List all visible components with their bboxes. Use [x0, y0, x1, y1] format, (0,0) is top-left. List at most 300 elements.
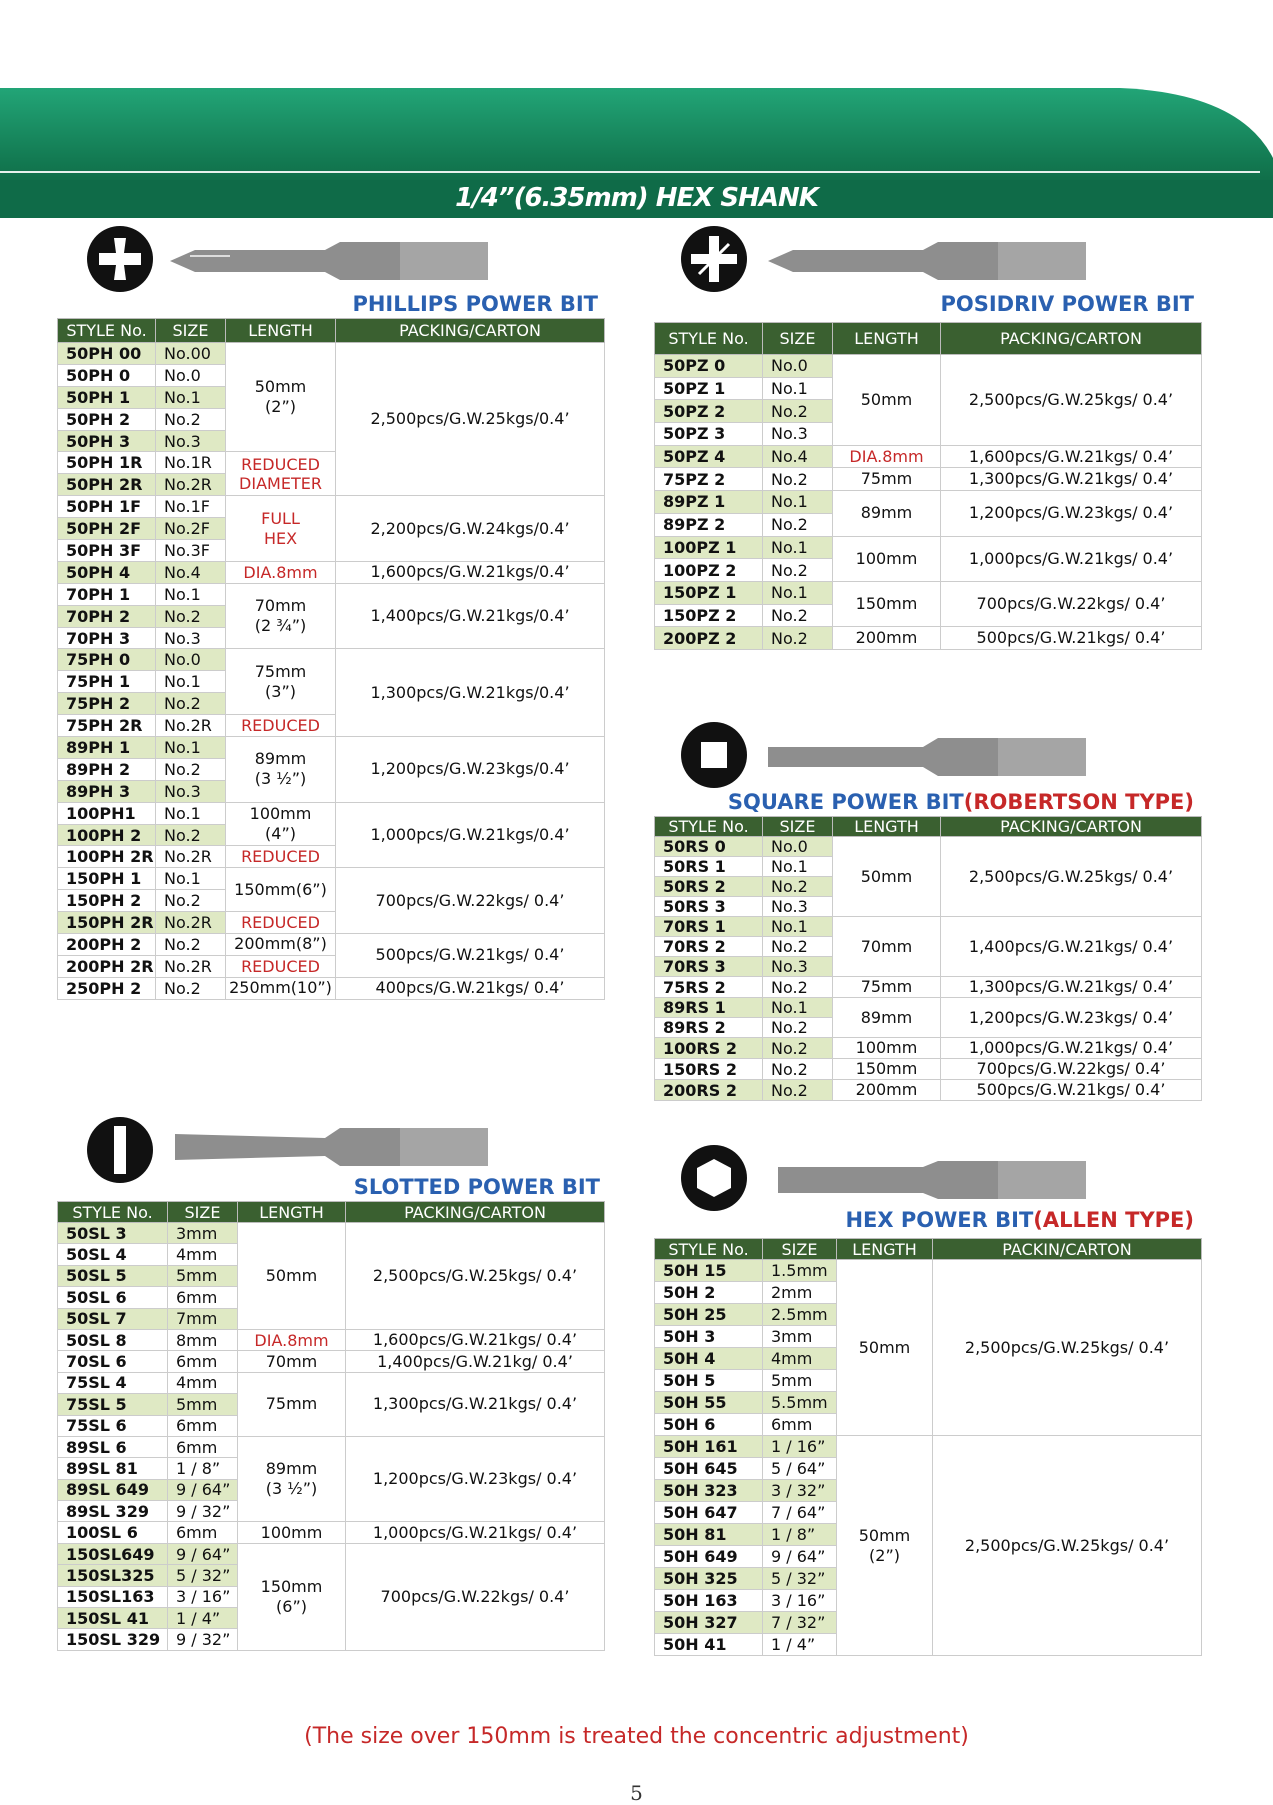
style-no: 50H 163 [655, 1590, 763, 1612]
slotted-title: SLOTTED POWER BIT [353, 1175, 600, 1199]
length: 150mm(6”) [226, 868, 336, 912]
column-header: LENGTH [837, 1239, 933, 1260]
style-no: 150SL325 [58, 1565, 168, 1586]
style-no: 50H 4 [655, 1348, 763, 1370]
hex-bit-image [768, 1155, 1088, 1205]
length: 50mm [833, 837, 941, 917]
style-no: 150PZ 1 [655, 581, 763, 604]
size: No.2R [156, 474, 226, 496]
size: No.3 [156, 780, 226, 802]
column-header: LENGTH [833, 817, 941, 837]
size: 4mm [763, 1348, 837, 1370]
length: 75mm [238, 1372, 346, 1436]
size: No.0 [156, 364, 226, 386]
footer-note: (The size over 150mm is treated the concentric adjustment) [304, 1724, 969, 1749]
size: 1 / 8” [168, 1458, 238, 1479]
size: No.2 [156, 758, 226, 780]
size: No.3F [156, 540, 226, 562]
table-header-row [58, 319, 605, 343]
packing: 2,200pcs/G.W.24kgs/0.4’ [336, 496, 605, 562]
length: 89mm [833, 998, 941, 1038]
packing: 2,500pcs/G.W.25kgs/ 0.4’ [941, 355, 1202, 446]
slotted-icon [87, 1117, 153, 1183]
column-header: PACKIN/CARTON [933, 1239, 1202, 1260]
style-no: 70SL 6 [58, 1351, 168, 1372]
style-no: 50RS 1 [655, 857, 763, 877]
page-title: 1/4”(6.35mm) HEX SHANK [455, 183, 818, 213]
column-header: LENGTH [833, 323, 941, 355]
length: 89mm (3 ½”) [226, 737, 336, 803]
phillips-icon [87, 226, 153, 292]
size: No.1 [156, 802, 226, 824]
size: 5.5mm [763, 1392, 837, 1414]
size: 9 / 64” [168, 1543, 238, 1564]
style-no: 75PZ 2 [655, 468, 763, 491]
table-row [655, 917, 1202, 937]
table-row [58, 583, 605, 605]
style-no: 50H 81 [655, 1524, 763, 1546]
length: 100mm [833, 1038, 941, 1059]
posidriv-icon [681, 226, 747, 292]
length: 150mm [833, 1059, 941, 1080]
size: 9 / 64” [168, 1479, 238, 1500]
packing: 1,200pcs/G.W.23kgs/ 0.4’ [941, 998, 1202, 1038]
table-row [655, 627, 1202, 650]
style-no: 89SL 329 [58, 1501, 168, 1522]
size: No.0 [156, 649, 226, 671]
style-no: 70PH 3 [58, 627, 156, 649]
table-row [655, 1038, 1202, 1059]
size: No.0 [763, 837, 833, 857]
table-row [58, 1372, 605, 1393]
length: 50mm [833, 355, 941, 446]
size: No.4 [156, 561, 226, 583]
size: No.1 [763, 377, 833, 400]
style-no: 200RS 2 [655, 1080, 763, 1101]
size: No.2 [763, 627, 833, 650]
packing: 1,300pcs/G.W.21kgs/ 0.4’ [941, 468, 1202, 491]
size: 7mm [168, 1308, 238, 1329]
packing: 1,000pcs/G.W.21kgs/ 0.4’ [941, 1038, 1202, 1059]
style-no: 50PH 1R [58, 452, 156, 474]
length: 75mm (3”) [226, 649, 336, 715]
packing: 1,200pcs/G.W.23kgs/ 0.4’ [346, 1436, 605, 1522]
style-no: 50H 325 [655, 1568, 763, 1590]
packing: 1,600pcs/G.W.21kgs/ 0.4’ [941, 445, 1202, 468]
size: 6mm [168, 1351, 238, 1372]
size: No.2 [763, 1018, 833, 1038]
style-no: 150RS 2 [655, 1059, 763, 1080]
hex-title-suffix: (ALLEN TYPE) [1033, 1208, 1194, 1232]
length: REDUCED [226, 715, 336, 737]
packing: 500pcs/G.W.21kgs/ 0.4’ [336, 934, 605, 978]
packing: 1,200pcs/G.W.23kgs/ 0.4’ [941, 491, 1202, 536]
size: No.0 [763, 355, 833, 378]
style-no: 100RS 2 [655, 1038, 763, 1059]
size: 3 / 16” [168, 1586, 238, 1607]
table-row [655, 998, 1202, 1018]
style-no: 50SL 4 [58, 1244, 168, 1265]
style-no: 50H 323 [655, 1480, 763, 1502]
size: No.1 [156, 868, 226, 890]
style-no: 70PH 1 [58, 583, 156, 605]
style-no: 150PH 2 [58, 890, 156, 912]
style-no: 150SL163 [58, 1586, 168, 1607]
length: 200mm [833, 627, 941, 650]
length: 89mm [833, 491, 941, 536]
size: No.2 [763, 400, 833, 423]
size: 1 / 16” [763, 1436, 837, 1458]
size: No.2R [156, 715, 226, 737]
length: 50mm (2”) [226, 343, 336, 452]
style-no: 100PZ 2 [655, 559, 763, 582]
length: DIA.8mm [833, 445, 941, 468]
size: No.3 [763, 957, 833, 977]
length: REDUCED [226, 846, 336, 868]
style-no: 50PH 3 [58, 430, 156, 452]
packing: 2,500pcs/G.W.25kgs/ 0.4’ [933, 1436, 1202, 1656]
size: 3 / 16” [763, 1590, 837, 1612]
size: No.2 [763, 468, 833, 491]
style-no: 100PH 2 [58, 824, 156, 846]
column-header: STYLE No. [655, 1239, 763, 1260]
style-no: 89SL 81 [58, 1458, 168, 1479]
packing: 1,200pcs/G.W.23kgs/0.4’ [336, 737, 605, 803]
packing: 700pcs/G.W.22kgs/ 0.4’ [346, 1543, 605, 1650]
style-no: 50PZ 4 [655, 445, 763, 468]
size: No.1 [156, 386, 226, 408]
packing: 2,500pcs/G.W.25kgs/ 0.4’ [941, 837, 1202, 917]
style-no: 50RS 2 [655, 877, 763, 897]
column-header: STYLE No. [58, 319, 156, 343]
column-header: PACKING/CARTON [346, 1202, 605, 1223]
table-row [58, 802, 605, 824]
column-header: PACKING/CARTON [941, 817, 1202, 837]
table-row [655, 445, 1202, 468]
posidriv-bit-image [768, 236, 1088, 286]
table-row [58, 561, 605, 583]
size: 9 / 32” [168, 1629, 238, 1650]
style-no: 75SL 5 [58, 1394, 168, 1415]
size: No.2 [156, 693, 226, 715]
length: REDUCED [226, 912, 336, 934]
style-no: 50H 5 [655, 1370, 763, 1392]
size: 3 / 32” [763, 1480, 837, 1502]
size: No.2R [156, 912, 226, 934]
style-no: 89SL 6 [58, 1436, 168, 1457]
column-header: SIZE [763, 817, 833, 837]
size: 7 / 32” [763, 1612, 837, 1634]
phillips-title: PHILLIPS POWER BIT [352, 292, 598, 316]
packing: 1,600pcs/G.W.21kgs/0.4’ [336, 561, 605, 583]
size: No.4 [763, 445, 833, 468]
style-no: 75SL 4 [58, 1372, 168, 1393]
style-no: 50H 41 [655, 1634, 763, 1656]
packing: 700pcs/G.W.22kgs/ 0.4’ [941, 581, 1202, 626]
style-no: 50PH 2F [58, 518, 156, 540]
column-header: PACKING/CARTON [941, 323, 1202, 355]
length: REDUCED [226, 955, 336, 977]
size: No.1F [156, 496, 226, 518]
packing: 700pcs/G.W.22kgs/ 0.4’ [336, 868, 605, 934]
style-no: 50H 2 [655, 1282, 763, 1304]
square-icon [681, 722, 747, 788]
length: DIA.8mm [238, 1329, 346, 1350]
style-no: 200PZ 2 [655, 627, 763, 650]
style-no: 50PZ 2 [655, 400, 763, 423]
column-header: SIZE [168, 1202, 238, 1223]
table-row [58, 1436, 605, 1457]
length: 70mm (2 ¾”) [226, 583, 336, 649]
style-no: 89PH 1 [58, 737, 156, 759]
size: 7 / 64” [763, 1502, 837, 1524]
size: No.2F [156, 518, 226, 540]
slotted-table [57, 1201, 605, 1651]
square-bit-image [768, 732, 1088, 782]
length: 150mm [833, 581, 941, 626]
table-row [655, 1436, 1202, 1458]
style-no: 50PH 1F [58, 496, 156, 518]
packing: 2,500pcs/G.W.25kgs/0.4’ [336, 343, 605, 496]
style-no: 50H 25 [655, 1304, 763, 1326]
style-no: 50H 6 [655, 1414, 763, 1436]
table-row [655, 1059, 1202, 1080]
size: 1 / 4” [763, 1634, 837, 1656]
length: DIA.8mm [226, 561, 336, 583]
size: 9 / 32” [168, 1501, 238, 1522]
table-row [655, 468, 1202, 491]
packing: 2,500pcs/G.W.25kgs/ 0.4’ [933, 1260, 1202, 1436]
size: No.2 [763, 513, 833, 536]
size: 5 / 32” [763, 1568, 837, 1590]
size: No.2 [156, 977, 226, 999]
style-no: 89RS 1 [655, 998, 763, 1018]
packing: 1,300pcs/G.W.21kgs/0.4’ [336, 649, 605, 737]
table-header-row [655, 323, 1202, 355]
square-table [654, 816, 1202, 1101]
style-no: 200PH 2R [58, 955, 156, 977]
style-no: 50SL 6 [58, 1287, 168, 1308]
column-header: SIZE [763, 323, 833, 355]
packing: 1,000pcs/G.W.21kgs/ 0.4’ [941, 536, 1202, 581]
style-no: 200PH 2 [58, 934, 156, 956]
style-no: 50SL 3 [58, 1223, 168, 1244]
size: No.3 [156, 627, 226, 649]
packing: 1,000pcs/G.W.21kgs/0.4’ [336, 802, 605, 868]
packing: 2,500pcs/G.W.25kgs/ 0.4’ [346, 1223, 605, 1330]
style-no: 150SL649 [58, 1543, 168, 1564]
length: 200mm [833, 1080, 941, 1101]
column-header: LENGTH [226, 319, 336, 343]
size: 2.5mm [763, 1304, 837, 1326]
square-title: SQUARE POWER BIT(ROBERTSON TYPE) [727, 790, 1194, 814]
size: No.2 [763, 977, 833, 998]
slotted-bit-image [170, 1122, 490, 1172]
packing: 1,400pcs/G.W.21kgs/0.4’ [336, 583, 605, 649]
style-no: 50RS 0 [655, 837, 763, 857]
size: No.2 [763, 559, 833, 582]
style-no: 100PH 2R [58, 846, 156, 868]
length: REDUCED DIAMETER [226, 452, 336, 496]
style-no: 150SL 41 [58, 1608, 168, 1629]
packing: 700pcs/G.W.22kgs/ 0.4’ [941, 1059, 1202, 1080]
style-no: 70RS 1 [655, 917, 763, 937]
style-no: 50H 3 [655, 1326, 763, 1348]
table-row [58, 1223, 605, 1244]
table-row [58, 343, 605, 365]
page-number: 5 [630, 1781, 643, 1805]
column-header: LENGTH [238, 1202, 346, 1223]
hex-title: HEX POWER BIT(ALLEN TYPE) [845, 1208, 1194, 1232]
packing: 1,000pcs/G.W.21kgs/ 0.4’ [346, 1522, 605, 1543]
size: 4mm [168, 1244, 238, 1265]
length: 150mm (6”) [238, 1543, 346, 1650]
phillips-table [57, 318, 605, 1000]
size: No.1 [763, 917, 833, 937]
table-row [655, 581, 1202, 604]
posidriv-title: POSIDRIV POWER BIT [940, 292, 1194, 316]
style-no: 50PZ 3 [655, 423, 763, 446]
style-no: 50H 15 [655, 1260, 763, 1282]
style-no: 150PH 2R [58, 912, 156, 934]
style-no: 89PH 3 [58, 780, 156, 802]
size: 8mm [168, 1329, 238, 1350]
length: 70mm [833, 917, 941, 977]
size: 5 / 32” [168, 1565, 238, 1586]
table-row [58, 1351, 605, 1372]
style-no: 150PZ 2 [655, 604, 763, 627]
style-no: 50RS 3 [655, 897, 763, 917]
style-no: 75RS 2 [655, 977, 763, 998]
size: 1 / 4” [168, 1608, 238, 1629]
table-row [58, 1329, 605, 1350]
length: 50mm [238, 1223, 346, 1330]
table-row [58, 868, 605, 890]
size: No.3 [763, 897, 833, 917]
table-row [58, 1522, 605, 1543]
style-no: 50H 647 [655, 1502, 763, 1524]
length: 100mm (4”) [226, 802, 336, 846]
table-row [58, 737, 605, 759]
packing: 1,300pcs/G.W.21kgs/ 0.4’ [941, 977, 1202, 998]
size: 5mm [168, 1394, 238, 1415]
length: 70mm [238, 1351, 346, 1372]
size: 6mm [168, 1415, 238, 1436]
size: No.2 [763, 1080, 833, 1101]
style-no: 50PH 0 [58, 364, 156, 386]
style-no: 75PH 2R [58, 715, 156, 737]
table-row [655, 977, 1202, 998]
packing: 1,400pcs/G.W.21kg/ 0.4’ [346, 1351, 605, 1372]
table-row [58, 649, 605, 671]
style-no: 89PZ 2 [655, 513, 763, 536]
table-header-row [58, 1202, 605, 1223]
style-no: 50H 161 [655, 1436, 763, 1458]
column-header: STYLE No. [655, 817, 763, 837]
size: 6mm [168, 1436, 238, 1457]
style-no: 100PZ 1 [655, 536, 763, 559]
size: No.3 [156, 430, 226, 452]
style-no: 50SL 5 [58, 1265, 168, 1286]
size: 5mm [168, 1265, 238, 1286]
table-row [58, 1543, 605, 1564]
length: 100mm [833, 536, 941, 581]
table-row [655, 1260, 1202, 1282]
style-no: 89RS 2 [655, 1018, 763, 1038]
packing: 1,400pcs/G.W.21kgs/ 0.4’ [941, 917, 1202, 977]
size: No.2 [763, 1059, 833, 1080]
size: No.1 [156, 737, 226, 759]
size: 5 / 64” [763, 1458, 837, 1480]
size: 6mm [763, 1414, 837, 1436]
size: No.2 [763, 937, 833, 957]
posidriv-table [654, 322, 1202, 650]
column-header: STYLE No. [58, 1202, 168, 1223]
packing: 400pcs/G.W.21kgs/ 0.4’ [336, 977, 605, 999]
length: 200mm(8”) [226, 934, 336, 956]
size: 3mm [168, 1223, 238, 1244]
table-row [58, 496, 605, 518]
size: 2mm [763, 1282, 837, 1304]
size: No.1 [763, 857, 833, 877]
size: No.2 [156, 824, 226, 846]
size: 4mm [168, 1372, 238, 1393]
length: 89mm (3 ½”) [238, 1436, 346, 1522]
table-row [58, 977, 605, 999]
hex-table [654, 1238, 1202, 1656]
style-no: 75SL 6 [58, 1415, 168, 1436]
style-no: 89PH 2 [58, 758, 156, 780]
table-header-row [655, 817, 1202, 837]
size: No.2 [156, 890, 226, 912]
size: 9 / 64” [763, 1546, 837, 1568]
size: No.1R [156, 452, 226, 474]
style-no: 50PH 00 [58, 343, 156, 365]
style-no: 50H 327 [655, 1612, 763, 1634]
size: 3mm [763, 1326, 837, 1348]
style-no: 50H 649 [655, 1546, 763, 1568]
style-no: 75PH 1 [58, 671, 156, 693]
size: No.2 [156, 605, 226, 627]
style-no: 50H 645 [655, 1458, 763, 1480]
size: No.2R [156, 846, 226, 868]
style-no: 70RS 3 [655, 957, 763, 977]
style-no: 50SL 8 [58, 1329, 168, 1350]
style-no: 89PZ 1 [655, 491, 763, 514]
size: 5mm [763, 1370, 837, 1392]
style-no: 50PH 1 [58, 386, 156, 408]
packing: 1,600pcs/G.W.21kgs/ 0.4’ [346, 1329, 605, 1350]
hex-icon [681, 1145, 747, 1211]
length: FULL HEX [226, 496, 336, 562]
size: No.1 [763, 491, 833, 514]
size: 6mm [168, 1522, 238, 1543]
size: 1.5mm [763, 1260, 837, 1282]
column-header: SIZE [156, 319, 226, 343]
packing: 500pcs/G.W.21kgs/ 0.4’ [941, 1080, 1202, 1101]
style-no: 50SL 7 [58, 1308, 168, 1329]
square-title-suffix: (ROBERTSON TYPE) [963, 790, 1194, 814]
style-no: 150PH 1 [58, 868, 156, 890]
style-no: 70PH 2 [58, 605, 156, 627]
column-header: PACKING/CARTON [336, 319, 605, 343]
size: No.1 [763, 998, 833, 1018]
length: 50mm (2”) [837, 1436, 933, 1656]
table-row [58, 934, 605, 956]
table-row [655, 1080, 1202, 1101]
packing: 500pcs/G.W.21kgs/ 0.4’ [941, 627, 1202, 650]
style-no: 150SL 329 [58, 1629, 168, 1650]
